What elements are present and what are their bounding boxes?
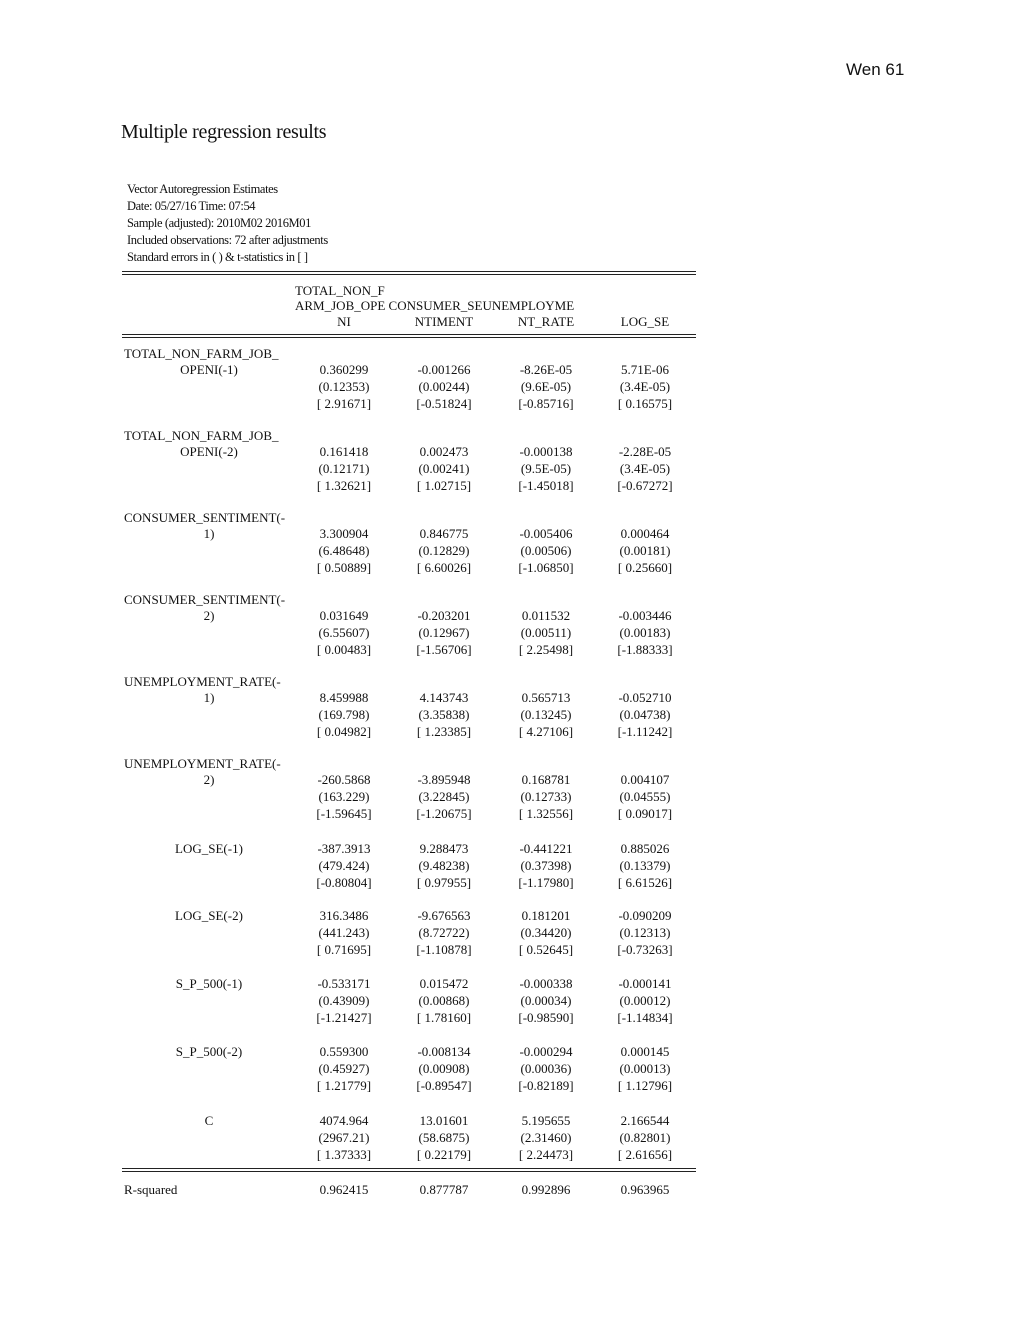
coefficient-cell: -3.895948 — [417, 772, 471, 787]
t-statistic-cell: [ 0.25660] — [617, 560, 673, 575]
t-statistic-cell: [-1.20675] — [416, 806, 472, 821]
t-statistic-cell: [ 0.97955] — [416, 875, 472, 890]
standard-error-cell: (441.243) — [318, 925, 370, 940]
t-statistic-cell: [ 1.32556] — [518, 806, 574, 821]
t-statistic-cell: [-0.67272] — [617, 478, 673, 493]
row-variable-label: CONSUMER_SENTIMENT(- — [124, 510, 286, 525]
meta-line: Standard errors in ( ) & t-statistics in [ ] — [127, 250, 308, 264]
t-statistic-cell: [ 4.27106] — [518, 724, 574, 739]
standard-error-cell: (0.12171) — [318, 461, 370, 476]
t-statistic-cell: [-0.80804] — [316, 875, 372, 890]
t-statistic-cell: [ 0.04982] — [316, 724, 372, 739]
meta-line: Vector Autoregression Estimates — [127, 182, 278, 196]
coefficient-cell: -0.000141 — [618, 976, 672, 991]
r-squared-value: 0.992896 — [521, 1182, 571, 1197]
standard-error-cell: (0.00511) — [520, 625, 572, 640]
r-squared-value: 0.963965 — [620, 1182, 670, 1197]
t-statistic-cell: [-1.56706] — [416, 642, 472, 657]
standard-error-cell: (0.00034) — [520, 993, 572, 1008]
row-variable-label: S_P_500(-2) — [175, 1044, 243, 1059]
t-statistic-cell: [ 1.12796] — [617, 1078, 673, 1093]
row-variable-label: LOG_SE(-1) — [175, 841, 243, 856]
standard-error-cell: (2967.21) — [318, 1130, 370, 1145]
t-statistic-cell: [-0.85716] — [518, 396, 574, 411]
t-statistic-cell: [ 0.52645] — [518, 942, 574, 957]
coefficient-cell: 0.000464 — [620, 526, 670, 541]
coefficient-cell: 9.288473 — [419, 841, 469, 856]
standard-error-cell: (2.31460) — [520, 1130, 572, 1145]
standard-error-cell: (169.798) — [318, 707, 370, 722]
t-statistic-cell: [ 2.24473] — [518, 1147, 574, 1162]
standard-error-cell: (479.424) — [318, 858, 370, 873]
t-statistic-cell: [-0.73263] — [617, 942, 673, 957]
header-bottom-rule — [122, 334, 696, 338]
standard-error-cell: (0.45927) — [318, 1061, 370, 1076]
standard-error-cell: (0.34420) — [520, 925, 572, 940]
standard-error-cell: (0.00241) — [418, 461, 470, 476]
coefficient-cell: 0.565713 — [521, 690, 571, 705]
coefficient-cell: 4074.964 — [319, 1113, 369, 1128]
t-statistic-cell: [ 0.71695] — [316, 942, 372, 957]
standard-error-cell: (0.12967) — [418, 625, 470, 640]
coefficient-cell: 13.01601 — [419, 1113, 469, 1128]
coefficient-cell: -0.005406 — [519, 526, 573, 541]
coefficient-cell: -0.000138 — [519, 444, 573, 459]
coefficient-cell: -0.203201 — [417, 608, 471, 623]
coefficient-cell: 0.846775 — [419, 526, 469, 541]
coefficient-cell: -0.000294 — [519, 1044, 573, 1059]
coefficient-cell: -0.008134 — [417, 1044, 471, 1059]
coefficient-cell: 0.360299 — [319, 362, 369, 377]
coefficient-cell: 316.3486 — [319, 908, 369, 923]
t-statistic-cell: [-1.45018] — [518, 478, 574, 493]
table-body-bottom-rule — [122, 1168, 696, 1172]
coefficient-cell: -0.003446 — [618, 608, 672, 623]
t-statistic-cell: [ 0.00483] — [316, 642, 372, 657]
coefficient-cell: 2.166544 — [620, 1113, 670, 1128]
r-squared-value: 0.962415 — [319, 1182, 369, 1197]
t-statistic-cell: [-1.88333] — [617, 642, 673, 657]
standard-error-cell: (0.00036) — [520, 1061, 572, 1076]
coefficient-cell: 5.195655 — [521, 1113, 571, 1128]
standard-error-cell: (163.229) — [318, 789, 370, 804]
standard-error-cell: (0.00181) — [619, 543, 671, 558]
row-variable-label: OPENI(-1) — [180, 362, 238, 377]
t-statistic-cell: [ 1.23385] — [416, 724, 472, 739]
standard-error-cell: (3.4E-05) — [619, 379, 671, 394]
standard-error-cell: (58.6875) — [418, 1130, 470, 1145]
table-top-rule — [122, 271, 696, 275]
row-variable-label: UNEMPLOYMENT_RATE(- — [124, 756, 281, 771]
t-statistic-cell: [ 2.25498] — [518, 642, 574, 657]
coefficient-cell: 0.002473 — [419, 444, 469, 459]
row-variable-label: 1) — [203, 526, 215, 541]
coefficient-cell: -0.001266 — [417, 362, 471, 377]
row-variable-label: 2) — [203, 608, 215, 623]
t-statistic-cell: [-1.21427] — [316, 1010, 372, 1025]
standard-error-cell: (0.12829) — [418, 543, 470, 558]
coefficient-cell: -0.052710 — [618, 690, 672, 705]
standard-error-cell: (9.5E-05) — [520, 461, 572, 476]
coefficient-cell: -2.28E-05 — [618, 444, 672, 459]
t-statistic-cell: [ 6.60026] — [416, 560, 472, 575]
standard-error-cell: (0.00013) — [619, 1061, 671, 1076]
standard-error-cell: (0.12353) — [318, 379, 370, 394]
row-variable-label: TOTAL_NON_FARM_JOB_ — [124, 346, 279, 361]
row-variable-label: UNEMPLOYMENT_RATE(- — [124, 674, 281, 689]
coefficient-cell: 5.71E-06 — [620, 362, 670, 377]
standard-error-cell: (3.22845) — [418, 789, 470, 804]
column-header-total-non-farm: NI — [337, 314, 351, 329]
t-statistic-cell: [ 0.22179] — [416, 1147, 472, 1162]
t-statistic-cell: [ 2.91671] — [316, 396, 372, 411]
t-statistic-cell: [ 1.21779] — [316, 1078, 372, 1093]
standard-error-cell: (0.00908) — [418, 1061, 470, 1076]
standard-error-cell: (3.35838) — [418, 707, 470, 722]
t-statistic-cell: [-1.11242] — [617, 724, 673, 739]
t-statistic-cell: [-1.17980] — [518, 875, 574, 890]
coefficient-cell: 0.885026 — [620, 841, 670, 856]
coefficient-cell: 0.015472 — [419, 976, 469, 991]
t-statistic-cell: [-0.98590] — [518, 1010, 574, 1025]
standard-error-cell: (0.43909) — [318, 993, 370, 1008]
coefficient-cell: -8.26E-05 — [519, 362, 573, 377]
coefficient-cell: 0.004107 — [620, 772, 670, 787]
column-header-consumer-sentiment: NTIMENT — [414, 314, 474, 329]
t-statistic-cell: [ 0.09017] — [617, 806, 673, 821]
t-statistic-cell: [ 1.02715] — [416, 478, 472, 493]
coefficient-cell: 4.143743 — [419, 690, 469, 705]
coefficient-cell: -387.3913 — [317, 841, 371, 856]
t-statistic-cell: [ 6.61526] — [617, 875, 673, 890]
row-variable-label: TOTAL_NON_FARM_JOB_ — [124, 428, 279, 443]
standard-error-cell: (0.13245) — [520, 707, 572, 722]
t-statistic-cell: [ 0.16575] — [617, 396, 673, 411]
coefficient-cell: -0.533171 — [317, 976, 371, 991]
t-statistic-cell: [ 1.32621] — [316, 478, 372, 493]
standard-error-cell: (6.55607) — [318, 625, 370, 640]
t-statistic-cell: [-1.14834] — [617, 1010, 673, 1025]
row-variable-label: 1) — [203, 690, 215, 705]
coefficient-cell: 0.559300 — [319, 1044, 369, 1059]
page-number: Wen 61 — [846, 60, 905, 79]
standard-error-cell: (3.4E-05) — [619, 461, 671, 476]
meta-line: Date: 05/27/16 Time: 07:54 — [127, 199, 256, 213]
coefficient-cell: -0.090209 — [618, 908, 672, 923]
coefficient-cell: -9.676563 — [417, 908, 471, 923]
coefficient-cell: 0.011532 — [521, 608, 571, 623]
column-header-unemployment-rate: NT_RATE — [517, 314, 575, 329]
standard-error-cell: (0.37398) — [520, 858, 572, 873]
standard-error-cell: (0.04555) — [619, 789, 671, 804]
coefficient-cell: 0.181201 — [521, 908, 571, 923]
standard-error-cell: (9.6E-05) — [520, 379, 572, 394]
t-statistic-cell: [-1.59645] — [316, 806, 372, 821]
standard-error-cell: (0.00244) — [418, 379, 470, 394]
t-statistic-cell: [-1.10878] — [416, 942, 472, 957]
coefficient-cell: -260.5868 — [317, 772, 371, 787]
t-statistic-cell: [-0.89547] — [416, 1078, 472, 1093]
standard-error-cell: (0.04738) — [619, 707, 671, 722]
r-squared-label: R-squared — [124, 1182, 178, 1197]
standard-error-cell: (0.00868) — [418, 993, 470, 1008]
t-statistic-cell: [-1.06850] — [518, 560, 574, 575]
estimation-info — [127, 181, 328, 266]
standard-error-cell: (0.00012) — [619, 993, 671, 1008]
standard-error-cell: (0.12313) — [619, 925, 671, 940]
row-variable-label: LOG_SE(-2) — [175, 908, 243, 923]
meta-line: Included observations: 72 after adjustments — [127, 233, 328, 247]
standard-error-cell: (0.00183) — [619, 625, 671, 640]
t-statistic-cell: [ 1.78160] — [416, 1010, 472, 1025]
standard-error-cell: (8.72722) — [418, 925, 470, 940]
coefficient-cell: 0.161418 — [319, 444, 369, 459]
t-statistic-cell: [ 1.37333] — [316, 1147, 372, 1162]
coefficient-cell: -0.000338 — [519, 976, 573, 991]
meta-line: Sample (adjusted): 2010M02 2016M01 — [127, 216, 311, 230]
coefficient-cell: 3.300904 — [319, 526, 369, 541]
row-variable-label: CONSUMER_SENTIMENT(- — [124, 592, 286, 607]
row-variable-label: C — [204, 1113, 214, 1128]
coefficient-cell: 8.459988 — [319, 690, 369, 705]
column-header-line-2: ARM_JOB_OPE CONSUMER_SEUNEMPLOYME — [295, 298, 575, 313]
standard-error-cell: (0.13379) — [619, 858, 671, 873]
column-header-line-1: TOTAL_NON_F — [295, 283, 385, 298]
t-statistic-cell: [ 2.61656] — [617, 1147, 673, 1162]
column-header-log-se: LOG_SE — [620, 314, 670, 329]
t-statistic-cell: [ 0.50889] — [316, 560, 372, 575]
standard-error-cell: (9.48238) — [418, 858, 470, 873]
row-variable-label: S_P_500(-1) — [175, 976, 243, 991]
t-statistic-cell: [-0.82189] — [518, 1078, 574, 1093]
standard-error-cell: (0.00506) — [520, 543, 572, 558]
page-heading: Multiple regression results — [121, 121, 327, 143]
coefficient-cell: 0.031649 — [319, 608, 369, 623]
coefficient-cell: 0.168781 — [521, 772, 571, 787]
row-variable-label: OPENI(-2) — [180, 444, 238, 459]
t-statistic-cell: [-0.51824] — [416, 396, 472, 411]
coefficient-cell: -0.441221 — [519, 841, 573, 856]
coefficient-cell: 0.000145 — [620, 1044, 670, 1059]
standard-error-cell: (0.82801) — [619, 1130, 671, 1145]
r-squared-value: 0.877787 — [419, 1182, 469, 1197]
standard-error-cell: (6.48648) — [318, 543, 370, 558]
standard-error-cell: (0.12733) — [520, 789, 572, 804]
row-variable-label: 2) — [203, 772, 215, 787]
